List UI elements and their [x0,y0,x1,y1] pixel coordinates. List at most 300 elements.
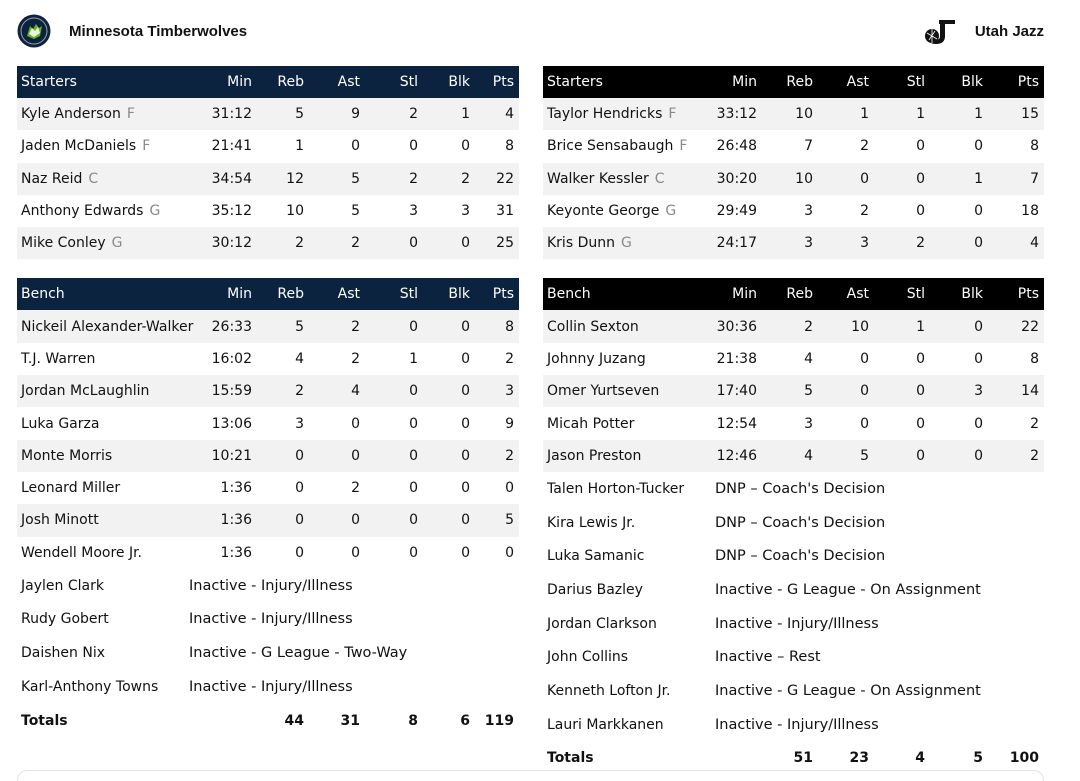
col-ast-header: Ast [309,66,365,98]
player-name-link[interactable]: Talen Horton-Tucker [547,480,685,497]
player-name-link[interactable]: Mike Conley [21,235,106,252]
timberwolves-logo-icon[interactable] [17,14,51,48]
stat-cell-ast: 0 [860,415,869,432]
player-name-link[interactable]: T.J. Warren [21,350,96,367]
stat-cell-ast: 5 [309,163,365,195]
player-name-link[interactable]: Micah Potter [547,415,635,432]
stat-cell-reb: 1 [295,138,304,155]
table-header-row [17,278,519,310]
stat-cell-min: 15:59 [185,375,257,407]
inactive-player-row[interactable] [543,640,1044,674]
stat-cell-blk: 2 [423,163,475,195]
stat-cell-reb: 10 [762,163,818,195]
stat-cell-min: 1:36 [220,480,252,497]
inactive-player-row[interactable] [543,573,1044,607]
stat-cell-min: 1:36 [220,544,252,561]
stat-cell-blk: 0 [461,544,470,561]
total-cell-reb: 44 [284,712,304,729]
stat-cell-min: 29:49 [716,203,757,220]
bench-header: Bench [543,278,711,310]
total-cell-blk: 6 [460,712,470,729]
player-cell [543,227,711,259]
stat-cell-pts: 8 [505,138,514,155]
player-cell [543,407,711,439]
stat-cell-min: 26:33 [185,310,257,342]
stat-cell-pts: 18 [1021,203,1039,220]
stat-cell-reb: 2 [257,227,309,259]
stat-cell-blk: 0 [930,310,988,342]
stat-cell-ast: 2 [309,227,365,259]
player-position: G [665,203,677,220]
stat-cell-min: 10:21 [185,440,257,472]
table-row[interactable] [543,407,1044,439]
table-row[interactable] [17,375,519,407]
stat-cell-ast: 0 [818,163,874,195]
stat-cell-reb: 0 [295,544,304,561]
player-name-link[interactable]: Keyonte George [547,203,660,220]
stat-cell-stl: 0 [409,415,418,432]
stat-cell-blk: 0 [974,350,983,367]
totals-label: Totals [547,750,594,767]
stat-cell-reb: 4 [762,440,818,472]
home-team-name[interactable]: Minnesota Timberwolves [69,23,248,40]
stat-cell-reb: 3 [762,227,818,259]
stat-cell-stl: 0 [874,375,930,407]
stat-cell-stl: 0 [409,138,418,155]
stat-cell-stl: 0 [365,375,423,407]
player-name-link[interactable]: Brice Sensabaugh [547,138,674,155]
table-row[interactable] [17,98,519,130]
player-cell [543,640,711,674]
inactive-player-row[interactable] [543,607,1044,641]
player-name-link[interactable]: Luka Garza [21,415,100,432]
inactive-player-row[interactable] [543,674,1044,708]
player-name-link[interactable]: Jason Preston [547,447,642,464]
player-cell [17,670,185,704]
stat-cell-ast: 0 [351,544,360,561]
stat-cell-ast: 10 [818,310,874,342]
stat-cell-reb: 2 [257,375,309,407]
table-row[interactable] [543,130,1044,162]
table-row[interactable] [17,195,519,227]
stat-cell-blk: 0 [930,227,988,259]
player-name-link[interactable]: Walker Kessler [547,170,649,187]
stat-cell-min: 24:17 [711,227,762,259]
inactive-player-row[interactable] [543,472,1044,506]
player-cell [17,472,185,504]
player-name-link[interactable]: Monte Morris [21,447,113,464]
stat-cell-min: 21:38 [716,350,757,367]
stat-cell-pts: 2 [475,440,519,472]
player-name-link[interactable]: Naz Reid [21,170,83,187]
stat-cell-reb: 3 [804,203,813,220]
stat-cell-pts: 8 [475,310,519,342]
stat-cell-stl: 2 [365,98,423,130]
player-position: F [679,138,688,155]
player-name-link[interactable]: Darius Bazley [547,581,643,598]
player-cell [17,98,185,130]
player-cell [17,537,185,569]
inactive-player-row[interactable] [543,539,1044,573]
table-row[interactable] [543,195,1044,227]
player-status: Inactive – Rest [715,649,821,666]
table-row[interactable] [17,537,519,569]
player-cell [543,310,711,342]
stat-cell-pts: 4 [988,227,1044,259]
inactive-player-row[interactable] [543,506,1044,540]
player-position: G [149,203,161,220]
total-cell-ast: 31 [340,712,360,729]
player-name-link[interactable]: Josh Minott [21,512,99,529]
table-row[interactable] [543,163,1044,195]
table-row[interactable] [543,227,1044,259]
inactive-player-row[interactable] [17,569,519,603]
stat-cell-pts: 3 [475,375,519,407]
stat-cell-pts: 2 [505,350,514,367]
player-status: Inactive - G League - On Assignment [715,581,981,598]
player-cell [543,343,711,375]
stat-cell-pts: 0 [505,544,514,561]
stat-cell-stl: 0 [409,544,418,561]
table-row[interactable] [17,130,519,162]
table-row[interactable] [17,343,519,375]
stat-cell-min: 16:02 [211,350,252,367]
col-stl-header: Stl [365,66,423,98]
table-row[interactable] [17,407,519,439]
col-reb-header: Reb [257,278,309,310]
stat-cell-ast: 0 [818,375,874,407]
col-pts-header: Pts [475,66,519,98]
stat-cell-reb: 0 [257,504,309,536]
player-name-link[interactable]: Kris Dunn [547,235,615,252]
player-status: Inactive - Injury/Illness [189,611,353,628]
table-row[interactable] [543,98,1044,130]
stat-cell-blk: 0 [930,440,988,472]
player-position: G [111,235,123,252]
away-team-header [543,0,1044,66]
player-cell [543,375,711,407]
col-reb-header: Reb [762,278,818,310]
stat-cell-blk: 0 [974,138,983,155]
player-name-link[interactable]: Kenneth Lofton Jr. [547,682,671,699]
totals-row [17,704,519,738]
inactive-player-row[interactable] [17,603,519,637]
away-starters-table [543,66,1044,259]
stat-cell-reb: 5 [257,310,309,342]
player-name-link[interactable]: Omer Yurtseven [547,383,660,400]
stat-cell-stl: 1 [874,310,930,342]
player-status: Inactive - G League - On Assignment [715,682,981,699]
player-name-link[interactable]: Anthony Edwards [21,203,144,220]
inactive-player-row[interactable] [543,708,1044,742]
stat-cell-blk: 0 [461,415,470,432]
stat-cell-ast: 2 [351,350,360,367]
stat-cell-blk: 0 [461,350,470,367]
col-pts-header: Pts [988,66,1044,98]
stat-cell-ast: 0 [351,415,360,432]
stat-cell-blk: 0 [974,415,983,432]
stat-cell-pts: 22 [475,163,519,195]
stat-cell-ast: 2 [351,480,360,497]
stat-cell-ast: 2 [309,310,365,342]
player-cell [17,163,185,195]
stat-cell-pts: 4 [475,98,519,130]
stat-cell-pts: 25 [475,227,519,259]
stat-cell-ast: 0 [351,138,360,155]
player-status: Inactive - G League - Two-Way [189,645,408,662]
player-name-link[interactable]: Jordan McLaughlin [21,383,150,400]
stat-cell-ast: 1 [818,98,874,130]
player-name-link[interactable]: Karl-Anthony Towns [21,678,159,695]
total-cell-stl: 4 [915,750,925,767]
stat-cell-min: 33:12 [711,98,762,130]
player-cell [17,310,194,342]
stat-cell-ast: 2 [860,138,869,155]
player-cell [17,227,185,259]
col-blk-header: Blk [930,66,988,98]
stat-cell-pts: 14 [988,375,1044,407]
stat-cell-stl: 0 [916,203,925,220]
player-cell [543,163,711,195]
total-cell-ast: 23 [849,750,869,767]
player-cell [543,130,711,162]
table-row[interactable] [17,227,519,259]
player-name-link[interactable]: Taylor Hendricks [547,106,663,123]
away-team-name[interactable]: Utah Jazz [974,23,1044,40]
stat-cell-min: 30:12 [185,227,257,259]
player-name-link[interactable]: Wendell Moore Jr. [21,544,143,561]
player-position: F [126,106,135,123]
player-cell [543,607,711,641]
stat-cell-reb: 4 [295,350,304,367]
starters-header: Starters [543,66,711,98]
table-row[interactable] [17,310,519,342]
player-position: C [654,170,665,187]
stat-cell-pts: 7 [988,163,1044,195]
table-row[interactable] [543,440,1044,472]
table-row[interactable] [17,472,519,504]
col-ast-header: Ast [309,278,365,310]
col-blk-header: Blk [423,278,475,310]
player-status: Inactive - Injury/Illness [715,716,879,733]
col-min-header: Min [185,278,257,310]
player-name-link[interactable]: Rudy Gobert [21,611,109,628]
player-cell [17,569,185,603]
total-cell-min [185,704,257,738]
stat-cell-pts: 2 [1030,415,1039,432]
stat-cell-blk: 0 [974,203,983,220]
table-row[interactable] [543,343,1044,375]
player-cell [17,343,185,375]
stat-cell-reb: 10 [286,203,304,220]
stat-cell-stl: 3 [409,203,418,220]
player-cell [17,440,185,472]
stat-cell-ast: 0 [309,504,365,536]
player-name-link[interactable]: Jaden McDaniels [21,138,137,155]
col-blk-header: Blk [930,278,988,310]
col-reb-header: Reb [762,66,818,98]
away-bench-table [543,278,1044,775]
col-min-header: Min [711,66,762,98]
inactive-player-row[interactable] [17,670,519,704]
stat-cell-pts: 8 [1030,138,1039,155]
stat-cell-reb: 7 [804,138,813,155]
stat-cell-blk: 0 [423,227,475,259]
stat-cell-stl: 0 [874,440,930,472]
stat-cell-ast: 5 [351,203,360,220]
player-status: DNP – Coach's Decision [715,480,886,497]
player-name-link[interactable]: Daishen Nix [21,645,105,662]
stat-cell-blk: 1 [930,98,988,130]
player-position: F [142,138,151,155]
stat-cell-pts: 0 [505,480,514,497]
stat-cell-stl: 0 [916,138,925,155]
total-cell-pts: 100 [1009,750,1039,767]
stat-cell-blk: 1 [930,163,988,195]
col-min-header: Min [711,278,762,310]
stat-cell-min: 30:20 [711,163,762,195]
player-name-link[interactable]: John Collins [547,649,629,666]
player-name-link[interactable]: Leonard Miller [21,480,121,497]
stat-cell-min: 13:06 [211,415,252,432]
player-cell [17,375,185,407]
stat-cell-stl: 0 [365,227,423,259]
player-cell [543,573,711,607]
stat-cell-stl: 1 [409,350,418,367]
table-row[interactable] [17,504,519,536]
player-position: F [668,106,677,123]
stat-cell-stl: 0 [916,350,925,367]
total-cell-stl: 8 [408,712,418,729]
stat-cell-ast: 5 [818,440,874,472]
stat-cell-reb: 2 [762,310,818,342]
bench-header: Bench [17,278,185,310]
stat-cell-min: 34:54 [185,163,257,195]
stat-cell-ast: 9 [309,98,365,130]
stat-cell-blk: 0 [461,480,470,497]
home-starters-table [17,66,519,259]
player-name-link[interactable]: Jaylen Clark [21,577,104,594]
stat-cell-ast: 0 [860,350,869,367]
stat-cell-reb: 5 [762,375,818,407]
player-position: C [88,170,99,187]
player-cell [17,504,185,536]
col-reb-header: Reb [257,66,309,98]
stat-cell-min: 31:12 [185,98,257,130]
col-stl-header: Stl [874,66,930,98]
player-status: Inactive - Injury/Illness [715,615,879,632]
player-name-link[interactable]: Collin Sexton [547,318,639,335]
stat-cell-min: 35:12 [211,203,252,220]
stat-cell-blk: 1 [423,98,475,130]
inactive-player-row[interactable] [17,636,519,670]
stat-cell-reb: 4 [804,350,813,367]
stat-cell-reb: 12 [257,163,309,195]
player-name-link[interactable]: Kira Lewis Jr. [547,514,636,531]
player-cell [543,440,711,472]
player-name-link[interactable]: Lauri Markkanen [547,716,664,733]
table-header-row [17,66,519,98]
stat-cell-stl: 0 [365,310,423,342]
table-header-row [543,66,1044,98]
stat-cell-stl: 0 [365,504,423,536]
stat-cell-ast: 0 [309,440,365,472]
stat-cell-reb: 10 [762,98,818,130]
player-cell [543,98,711,130]
col-pts-header: Pts [988,278,1044,310]
stat-cell-reb: 0 [257,440,309,472]
stat-cell-ast: 4 [309,375,365,407]
table-row[interactable] [543,310,1044,342]
stat-cell-blk: 0 [461,138,470,155]
stat-cell-min: 12:46 [711,440,762,472]
total-cell-reb: 51 [793,750,813,767]
table-row[interactable] [17,163,519,195]
stat-cell-reb: 0 [295,480,304,497]
stat-cell-pts: 31 [496,203,514,220]
stat-cell-ast: 2 [860,203,869,220]
player-status: DNP – Coach's Decision [715,548,886,565]
col-pts-header: Pts [475,278,519,310]
player-cell [17,603,185,637]
totals-label: Totals [21,712,68,729]
stat-cell-stl: 1 [874,98,930,130]
stat-cell-reb: 5 [257,98,309,130]
stat-cell-stl: 2 [874,227,930,259]
col-stl-header: Stl [874,278,930,310]
player-cell [17,195,185,227]
stat-cell-blk: 0 [423,310,475,342]
col-min-header: Min [185,66,257,98]
stat-cell-blk: 0 [423,375,475,407]
col-ast-header: Ast [818,66,874,98]
stat-cell-min: 30:36 [711,310,762,342]
player-cell [543,708,711,742]
stat-cell-min: 1:36 [185,504,257,536]
col-ast-header: Ast [818,278,874,310]
player-name-link[interactable]: Kyle Anderson [21,106,121,123]
stat-cell-min: 21:41 [211,138,252,155]
player-cell [543,195,711,227]
table-row[interactable] [17,440,519,472]
table-row[interactable] [543,375,1044,407]
player-name-link[interactable]: Luka Samanic [547,548,645,565]
stat-cell-pts: 2 [988,440,1044,472]
jazz-logo-icon[interactable] [923,18,957,46]
stat-cell-pts: 9 [505,415,514,432]
player-status: Inactive - Injury/Illness [189,678,353,695]
player-cell [17,636,185,670]
player-cell [543,506,711,540]
player-name-link[interactable]: Jordan Clarkson [547,615,657,632]
stat-cell-reb: 3 [295,415,304,432]
total-cell-pts: 119 [484,712,514,729]
player-position: G [620,235,632,252]
stat-cell-min: 26:48 [716,138,757,155]
player-name-link[interactable]: Johnny Juzang [547,350,646,367]
table-header-row [543,278,1044,310]
player-name-link[interactable]: Nickeil Alexander-Walker [21,318,194,335]
stat-cell-stl: 0 [874,163,930,195]
stat-cell-pts: 8 [1030,350,1039,367]
player-cell [17,130,185,162]
stat-cell-min: 12:54 [716,415,757,432]
home-bench-table [17,278,519,737]
home-team-boxscore [17,0,519,738]
stat-cell-pts: 15 [988,98,1044,130]
stat-cell-stl: 2 [365,163,423,195]
home-team-header [17,0,519,66]
